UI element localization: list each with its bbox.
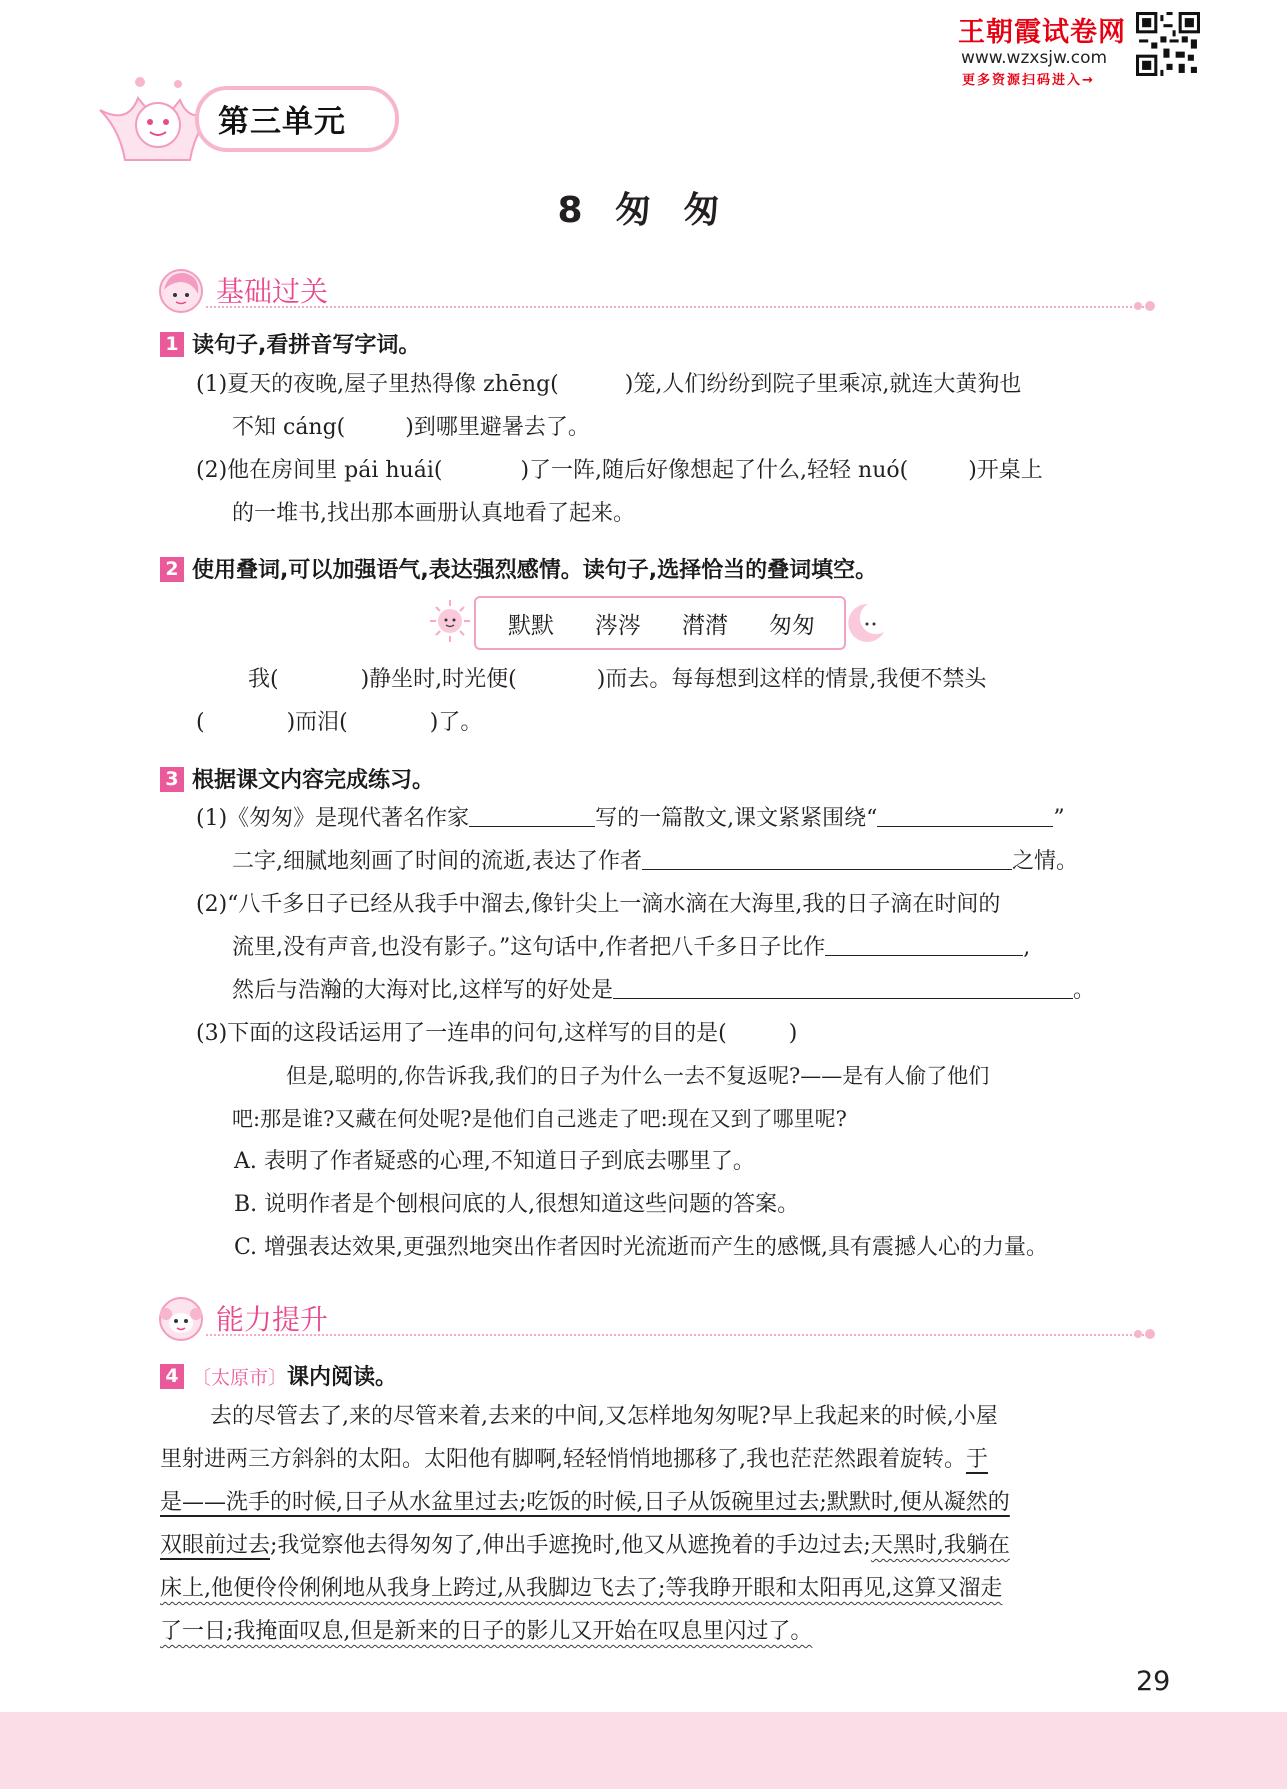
q3-blank-feeling[interactable] bbox=[642, 847, 1012, 870]
q3-line-2 bbox=[232, 847, 1078, 877]
section-basic-header bbox=[158, 266, 1158, 316]
q1-line-2 bbox=[232, 413, 590, 443]
reading-line-2 bbox=[160, 1445, 988, 1475]
q1-heading bbox=[160, 328, 420, 359]
word-bank bbox=[474, 596, 846, 650]
q3-text: 之情。 bbox=[1012, 849, 1079, 874]
footer-band bbox=[0, 1712, 1287, 1789]
unit-banner bbox=[90, 70, 410, 170]
word-option-1: 默默 bbox=[508, 613, 554, 639]
reading-wavy-text: 天黑时,我躺在 bbox=[870, 1533, 1010, 1558]
section-basic-title: 基础过关 bbox=[216, 275, 329, 308]
q3-line-4 bbox=[232, 933, 1030, 963]
q2-title: 使用叠词,可以加强语气,表达强烈感情。读句子,选择恰当的叠词填空。 bbox=[192, 558, 878, 583]
q3-line-5 bbox=[232, 976, 1095, 1006]
lesson-title: 8 匆 匆 bbox=[557, 190, 730, 231]
q3-text: ” bbox=[1053, 806, 1065, 831]
q1-text: )笼,人们纷纷到院子里乘凉,就连大黄狗也 bbox=[624, 372, 1022, 397]
q1-line-4: 的一堆书,找出那本画册认真地看了起来。 bbox=[232, 501, 635, 526]
q3-text: (3)下面的这段话运用了一连串的问句,这样写的目的是( bbox=[196, 1021, 727, 1046]
brand-header bbox=[958, 10, 1268, 88]
divider bbox=[206, 1334, 1148, 1336]
q1-line-3 bbox=[196, 456, 1043, 486]
reading-text: ;我觉察他去得匆匆了,伸出手遮挽时,他又从遮挽着的手边过去; bbox=[270, 1533, 871, 1558]
q4-source: 〔太原市〕 bbox=[192, 1367, 288, 1389]
q3-text: 二字,细腻地刻画了时间的流逝,表达了作者 bbox=[232, 849, 642, 874]
word-option-4: 匆匆 bbox=[769, 613, 815, 639]
q3-text: ) bbox=[788, 1021, 798, 1046]
reading-line-6: 了一日;我掩面叹息,但是新来的日子的影儿又开始在叹息里闪过了。 bbox=[160, 1619, 813, 1644]
q1-line-1 bbox=[196, 370, 1021, 400]
section-advanced-title: 能力提升 bbox=[216, 1303, 329, 1336]
q2-line-1 bbox=[248, 665, 986, 695]
q3-text: 流里,没有声音,也没有影子。”这句话中,作者把八千多日子比作 bbox=[232, 935, 826, 960]
q1-number: 1 bbox=[160, 332, 184, 357]
q3-line-6 bbox=[196, 1019, 797, 1049]
q1-text: )到哪里避暑去了。 bbox=[405, 415, 590, 440]
q1-text: (1)夏天的夜晚,屋子里热得像 zhēng( bbox=[196, 372, 559, 397]
q2-line-2 bbox=[196, 708, 482, 738]
reading-line-4 bbox=[160, 1531, 1010, 1561]
q2-number: 2 bbox=[160, 557, 184, 582]
decoration-dots bbox=[1132, 298, 1158, 314]
q2-text: )静坐时,时光便( bbox=[360, 667, 517, 692]
moon-icon bbox=[842, 600, 888, 646]
q1-text: )开桌上 bbox=[968, 458, 1043, 483]
q2-text: 我( bbox=[248, 667, 279, 692]
q3-option-a[interactable]: A. 表明了作者疑惑的心理,不知道日子到底去哪里了。 bbox=[234, 1149, 755, 1174]
q3-text: 。 bbox=[1073, 978, 1096, 1003]
q4-heading bbox=[160, 1360, 397, 1391]
q3-option-b[interactable]: B. 说明作者是个刨根问底的人,很想知道这些问题的答案。 bbox=[234, 1192, 800, 1217]
reading-underlined-text: 于 bbox=[966, 1447, 989, 1472]
brand-tip: 更多资源扫码进入→ bbox=[962, 73, 1095, 88]
q3-number: 3 bbox=[160, 767, 184, 792]
qr-code-icon[interactable] bbox=[1136, 12, 1200, 76]
q3-title: 根据课文内容完成练习。 bbox=[192, 768, 435, 793]
q3-heading bbox=[160, 763, 434, 794]
q3-line-3: (2)“八千多日子已经从我手中溜去,像针尖上一滴水滴在大海里,我的日子滴在时间的 bbox=[196, 892, 1001, 917]
q3-quote-line-2: 吧:那是谁?又藏在何处呢?是他们自己逃走了吧:现在又到了哪里呢? bbox=[232, 1107, 847, 1131]
q3-blank-author[interactable] bbox=[469, 804, 595, 827]
unit-title: 第三单元 bbox=[218, 104, 346, 140]
q2-text: )而泪( bbox=[286, 710, 348, 735]
reading-line-3: 是——洗手的时候,日子从水盆里过去;吃饭的时候,日子从饭碗里过去;默默时,便从凝然的 bbox=[160, 1490, 1010, 1515]
word-option-2: 涔涔 bbox=[595, 613, 641, 639]
divider bbox=[206, 306, 1148, 308]
q3-blank-metaphor[interactable] bbox=[825, 933, 1023, 956]
sun-icon bbox=[426, 598, 474, 644]
q3-text: 写的一篇散文,课文紧紧围绕“ bbox=[595, 806, 878, 831]
reading-line-5: 床上,他便伶伶俐俐地从我身上跨过,从我脚边飞去了;等我睁开眼和太阳再见,这算又溜走 bbox=[160, 1576, 1003, 1601]
brand-url[interactable]: www.wzxsjw.com bbox=[961, 48, 1108, 68]
q3-text: (1)《匆匆》是现代著名作家 bbox=[196, 806, 470, 831]
q1-text: (2)他在房间里 pái huái( bbox=[196, 458, 443, 483]
q2-text: ( bbox=[196, 710, 205, 735]
q2-text: )了。 bbox=[429, 710, 483, 735]
q2-text: )而去。每每想到这样的情景,我便不禁头 bbox=[596, 667, 987, 692]
q1-title: 读句子,看拼音写字词。 bbox=[192, 333, 421, 358]
q1-text: 不知 cáng( bbox=[232, 415, 346, 440]
word-option-3: 潸潸 bbox=[682, 613, 728, 639]
q3-text: , bbox=[1023, 935, 1031, 960]
q4-number: 4 bbox=[160, 1364, 184, 1389]
decoration-dots bbox=[1132, 1326, 1158, 1342]
reading-text: 里射进两三方斜斜的太阳。太阳他有脚啊,轻轻悄悄地挪移了,我也茫茫然跟着旋转。 bbox=[160, 1447, 966, 1472]
reading-underlined-text: 双眼前过去 bbox=[160, 1533, 271, 1558]
page-number: 29 bbox=[1136, 1666, 1171, 1697]
q3-text: 然后与浩瀚的大海对比,这样写的好处是 bbox=[232, 978, 613, 1003]
q1-text: )了一阵,随后好像想起了什么,轻轻 nuó( bbox=[520, 458, 909, 483]
girl-face-icon bbox=[158, 268, 204, 314]
q3-option-c[interactable]: C. 增强表达效果,更强烈地突出作者因时光流逝而产生的感慨,具有震撼人心的力量。 bbox=[234, 1235, 1049, 1260]
brand-name: 王朝霞试卷网 bbox=[958, 17, 1126, 48]
reading-line-1: 去的尽管去了,来的尽管来着,去来的中间,又怎样地匆匆呢?早上我起来的时候,小屋 bbox=[210, 1404, 998, 1429]
q3-line-1 bbox=[196, 804, 1065, 834]
q2-heading bbox=[160, 553, 877, 584]
q3-quote-line-1: 但是,聪明的,你告诉我,我们的日子为什么一去不复返呢?——是有人偷了他们 bbox=[286, 1064, 990, 1088]
q3-blank-benefit[interactable] bbox=[613, 976, 1073, 999]
monkey-face-icon bbox=[158, 1296, 204, 1342]
q3-blank-keyword[interactable] bbox=[877, 804, 1053, 827]
q4-title: 课内阅读。 bbox=[287, 1365, 398, 1390]
section-advanced-header bbox=[158, 1294, 1158, 1344]
